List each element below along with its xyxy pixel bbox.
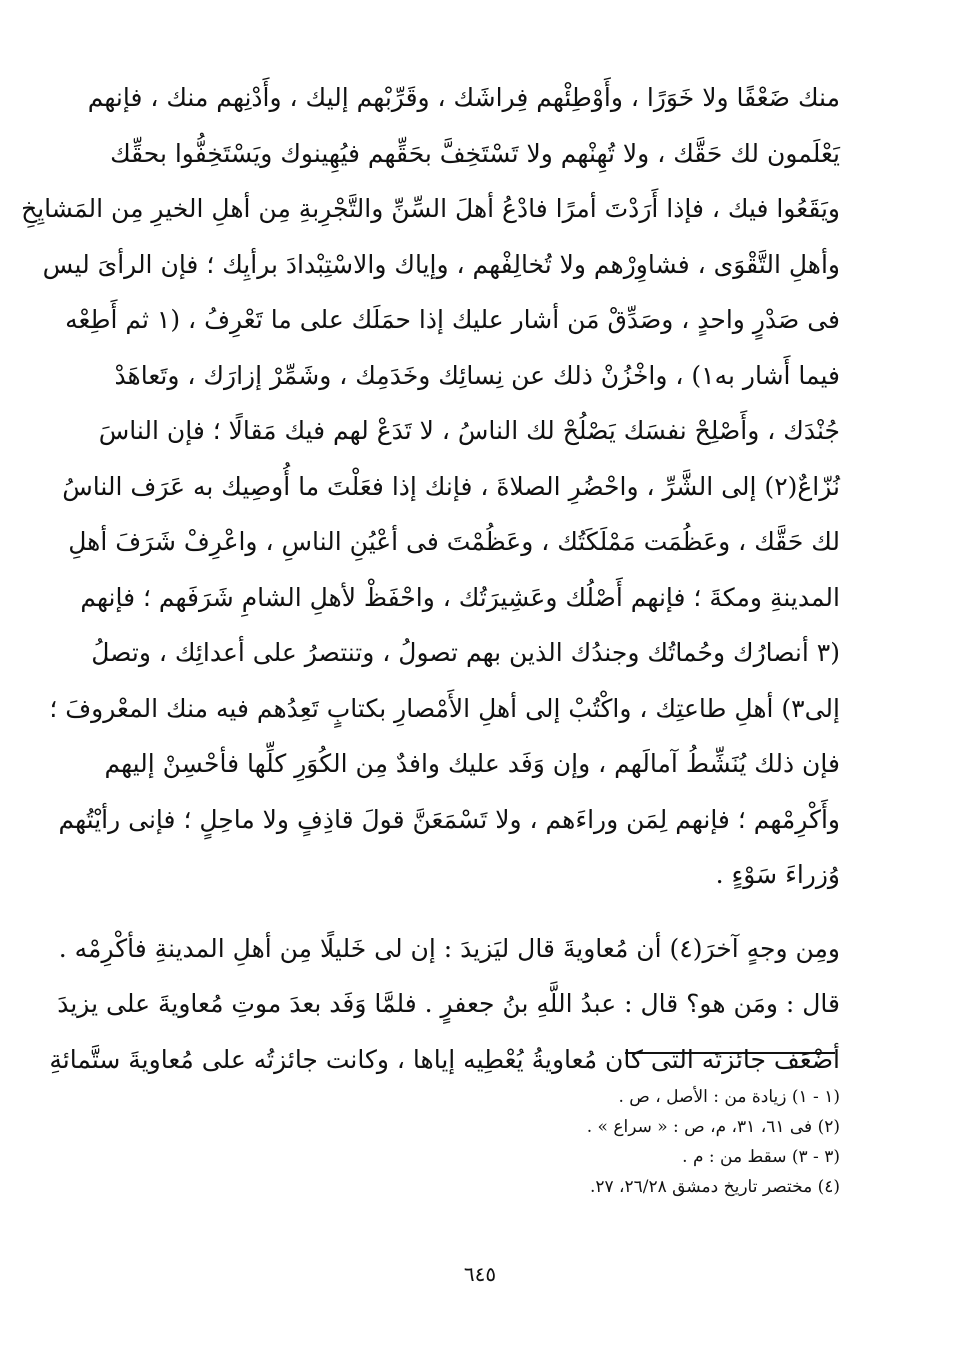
text-line: أضْعَف جائزتَه التى كان مُعاويةُ يُعْطِيه إياها ، وكانت جائزتُه على مُعاويةَ ستَّمائةِ [49, 1044, 840, 1074]
footnote: (٣ - ٣) سقط من : م . [682, 1147, 840, 1167]
text-line: فإن ذلك يُنَشِّطُ آمالَهم ، وإن وَفَد عليك وافدٌ مِن الكُوَرِ كلِّها فأحْسِنْ إليهم [104, 749, 840, 778]
text-line: فيما أَشار به١) ، واخْزُنْ ذلك عن نِسائِك وخَدَمِك ، وشَمِّرْ إزارَك ، وتَعاهَدْ [114, 360, 840, 390]
text-line: يَعْلَمون لك حَقَّك ، ولا تُهِنْهم ولا تَسْتَخِفَّ بحَقِّهم فيُهِينوك ويَسْتَخِفُّوا بحقِّك [110, 138, 840, 168]
footnotes [300, 1082, 840, 1202]
text-line: وُزراءَ سَوْءٍ . [715, 860, 840, 889]
text-line: وأَكْرِمْهم ؛ فإنهم لِمَن وراءَهم ، ولا تَسْمَعَنَّ قولَ قاذِفٍ ولا ماحِلٍ ؛ فإنى رأيْتُهم [58, 804, 840, 834]
text-line: نُزّاعٌ(٢) إلى الشَّرِّ ، واحْضُرِ الصلاةَ ، فإنك إذا فعَلْتَ ما أُوصِيك به عَرَف الناسُ [62, 471, 840, 501]
text-line: (٣ أنصارُك وحُماتُك وجندُك الذين بهم تصولُ ، وتنتصرُ على أعدائِك ، وتصلُ [91, 638, 840, 667]
text-line: إلى٣) أهلِ طاعتِك ، واكْتُبْ إلى أهلِ الأَمْصارِ بكتابٍ تَعِدُهم فيه منك المعْروفَ ؛ [49, 693, 840, 723]
footnote: (٢) فى ٦١، ٣١، م، ص : « سراع » . [586, 1117, 840, 1137]
page-number: ٦٤٥ [463, 1262, 497, 1286]
footnote: (٤) مختصر تاريخ دمشق ٢٦/٢٨، ٢٧. [589, 1177, 840, 1197]
text-line: المدينةِ ومكةَ ؛ فإنهم أَصْلُك وعَشِيرَتُك ، واحْفَظْ لأهلِ الشامِ شَرَفَهم ؛ فإنهم [80, 582, 840, 612]
text-line: فى صَدْرٍ واحدٍ ، وصَدِّقْ مَن أشار عليك إذا حمَلَك على ما تَعْرِفُ ، (١ ثم أَطِعْه [65, 305, 840, 334]
text-line: جُنْدَك ، وأَصْلِحْ نفسَك يَصْلُحْ لك الناسُ ، لا تَدَعْ لهم فيك مَقالًا ؛ فإن الناسَ [98, 416, 840, 445]
footnote-separator [625, 1052, 835, 1054]
text-line: منك ضَعْفًا ولا خَوَرًا ، وأَوْطِئْهم فِراشَك ، وقَرِّبْهم إليك ، وأَدْنِهم منك ، فإنهم [87, 83, 840, 112]
text-line: وأهلِ التَّقْوَى ، فشاوِرْهم ولا تُخالِفْهم ، وإياك والاسْتِبْدادَ برأيِك ؛ فإن الرأىَ ليس [42, 249, 840, 279]
main-text [21, 70, 840, 1087]
text-line: ويَقَعُوا فيك ، فإذا أَرَدْتَ أمرًا فادْعُ أهلَ السِّنِّ والتَّجْرِبةِ مِن أهلِ الخيرِ مِن المَشايِخِ [21, 194, 840, 223]
text-line: ومِن وجهٍ آخرَ(٤) أن مُعاويةَ قال ليَزيدَ : إن لى خَليلًا مِن أهلِ المدينةِ فأكْرِمْه . [58, 933, 840, 963]
footnote: (١ - ١) زيادة من : الأصل ، ص . [618, 1087, 840, 1107]
text-line: لك حَقَّك ، وعَظُمَت مَمْلَكَتُك ، وعَظُمْتَ فى أعْيُنِ الناسِ ، واعْرِفْ شَرَفَ أهلِ [68, 527, 840, 556]
text-line: قال : ومَن هو؟ قال : عبدُ اللَّهِ بنُ جعفرٍ . فلمَّا وَفَد بعدَ موتِ مُعاويةَ على يزيدَ [57, 989, 840, 1018]
paragraph-gap [130, 903, 840, 921]
